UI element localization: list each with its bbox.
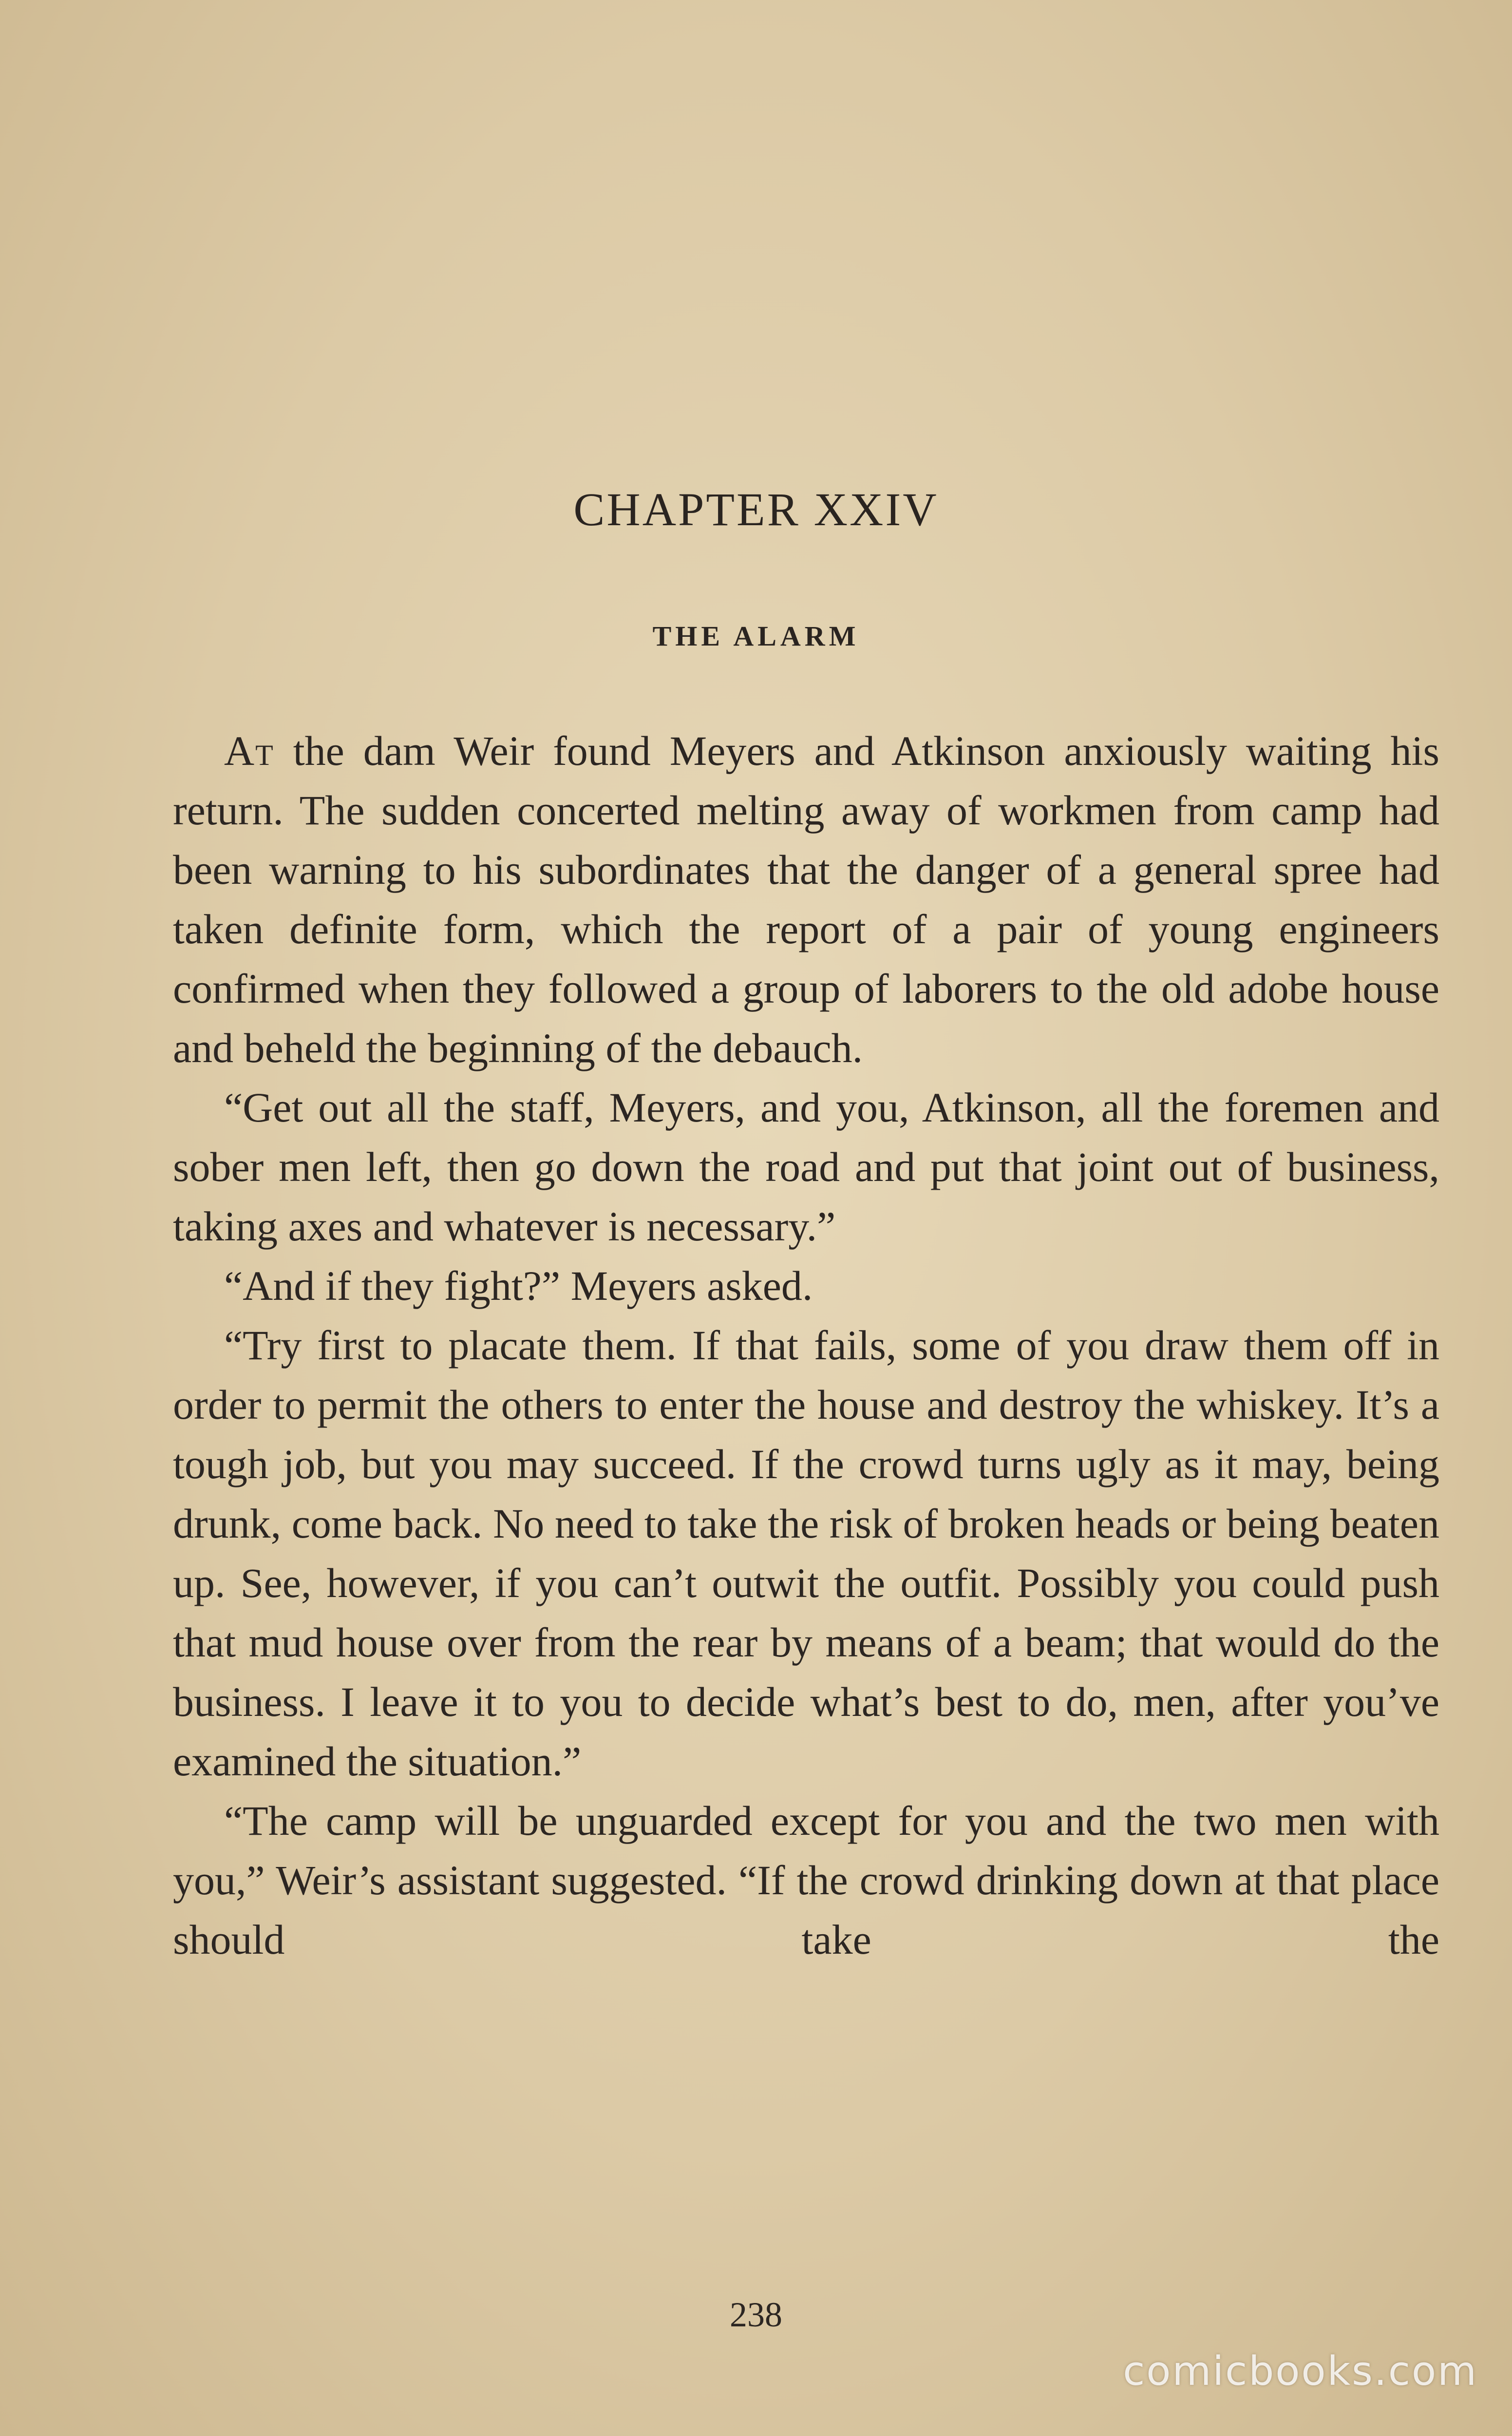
- paragraph: “Get out all the staff, Meyers, and you, Atkinson, all the foremen and sober men left, then go down the road and put that joint out of business, taking axes and whatever is necessary.”: [173, 1084, 1439, 1250]
- paragraph: “Try first to placate them. If that fails, some of you draw them off in order to permit the others to enter the house and destroy the whiskey. It’s a tough job, but you may succeed. If the crowd turns ugly as it may, being drunk, come back. No need to take the risk of broken heads or being beaten up. See, however, if you can’t outwit the outfit. Possibly you could push that mud house over from the rear by means of a beam; that would do the business. I leave it to you to decide what’s best to do, men, after you’ve examined the situation.”: [173, 1322, 1439, 1785]
- paragraph-text: the dam Weir found Meyers and Atkinson anxiously waiting his return. The sudden concerted melting away of workmen from camp had been warning to his subordinates that the danger of a general spree had taken definite form, which the report of a pair of young engineers confirmed when they followed a group of laborers to the old adobe house and beheld the beginning of the debauch.: [173, 727, 1439, 1071]
- chapter-subtitle: THE ALARM: [652, 620, 860, 652]
- watermark: comicbooks.com: [1123, 2348, 1478, 2395]
- chapter-body: [173, 721, 1439, 1969]
- paragraph: “The camp will be unguarded except for you and the two men with you,” Weir’s assistant suggested. “If the crowd drinking down at that place should take the: [173, 1797, 1439, 1963]
- paragraph: “And if they fight?” Meyers asked.: [224, 1262, 813, 1309]
- chapter-title: CHAPTER XXIV: [573, 483, 939, 535]
- drop-lead-word: At: [224, 727, 274, 774]
- paragraph: [173, 721, 1439, 1078]
- page-number: 238: [730, 2295, 782, 2334]
